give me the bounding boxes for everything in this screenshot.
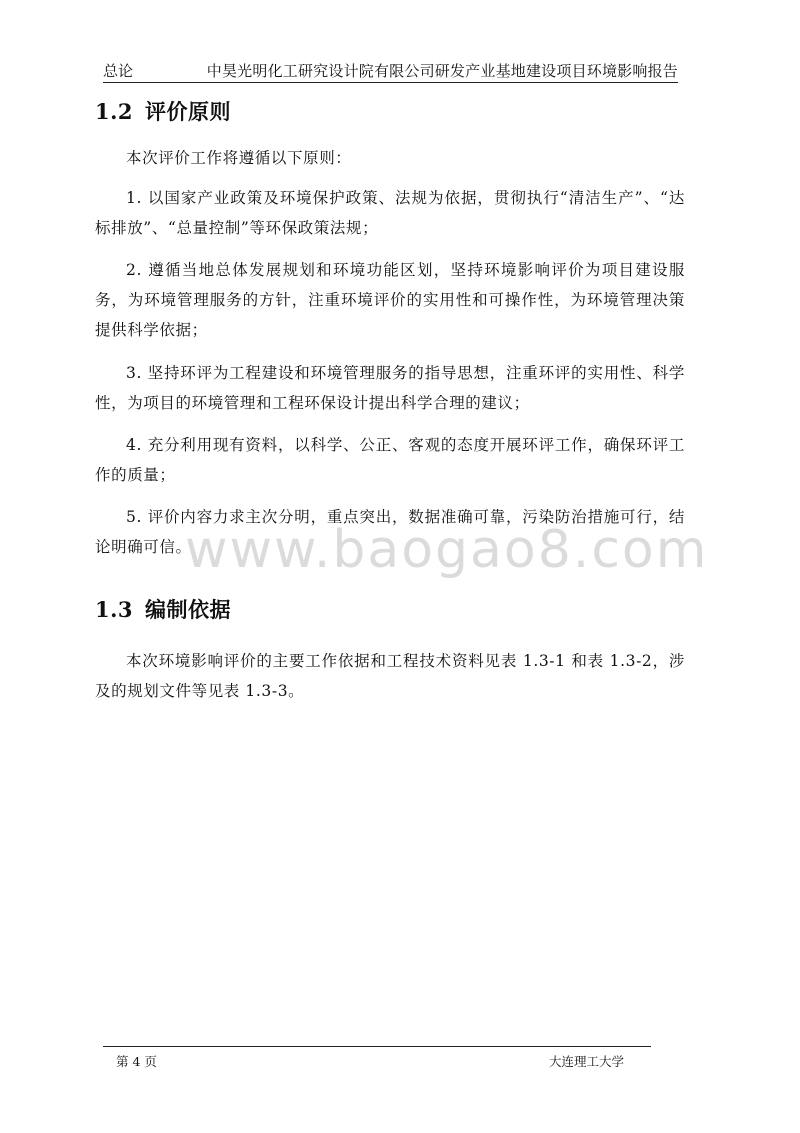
section-number: 1.3 bbox=[95, 597, 134, 622]
section-title: 评价原则 bbox=[145, 99, 232, 124]
header-report-title: 中昊光明化工研究设计院有限公司研发产业基地建设项目环境影响报告 bbox=[206, 62, 678, 80]
header-chapter-label: 总论 bbox=[103, 62, 134, 80]
section-title: 编制依据 bbox=[145, 597, 232, 622]
page-header bbox=[103, 56, 678, 83]
section-heading-1-2 bbox=[95, 96, 231, 126]
footer-organization: 大连理工大学 bbox=[548, 1054, 624, 1069]
watermark-text: www.baogao8.com bbox=[185, 520, 709, 580]
principle-item-2: 2. 遵循当地总体发展规划和环境功能区划，坚持环境影响评价为项目建设服务，为环境管理服务的方针，注重环境评价的实用性和可操作性，为环境管理决策提供科学依据； bbox=[95, 261, 685, 339]
page-number: 第 4 页 bbox=[116, 1054, 157, 1069]
page-footer bbox=[103, 1046, 651, 1069]
principle-item-5: 5. 评价内容力求主次分明，重点突出，数据准确可靠，污染防治措施可行，结论明确可信。 bbox=[95, 508, 685, 556]
principle-item-1: 1. 以国家产业政策及环境保护政策、法规为依据，贯彻执行“清洁生产”、“达标排放”、“总量控制”等环保政策法规； bbox=[95, 189, 685, 237]
section-heading-1-3 bbox=[95, 594, 231, 624]
principle-item-4: 4. 充分利用现有资料，以科学、公正、客观的态度开展环评工作，确保环评工作的质量； bbox=[95, 436, 685, 484]
principle-item-3: 3. 坚持环评为工程建设和环境管理服务的指导思想，注重环评的实用性、科学性，为项目的环境管理和工程环保设计提出科学合理的建议； bbox=[95, 364, 685, 412]
paragraph-intro: 本次评价工作将遵循以下原则： bbox=[126, 149, 352, 167]
section-number: 1.2 bbox=[95, 99, 134, 124]
paragraph-basis: 本次环境影响评价的主要工作依据和工程技术资料见表 1.3-1 和表 1.3-2，涉及的规划文件等见表 1.3-3。 bbox=[95, 652, 685, 700]
